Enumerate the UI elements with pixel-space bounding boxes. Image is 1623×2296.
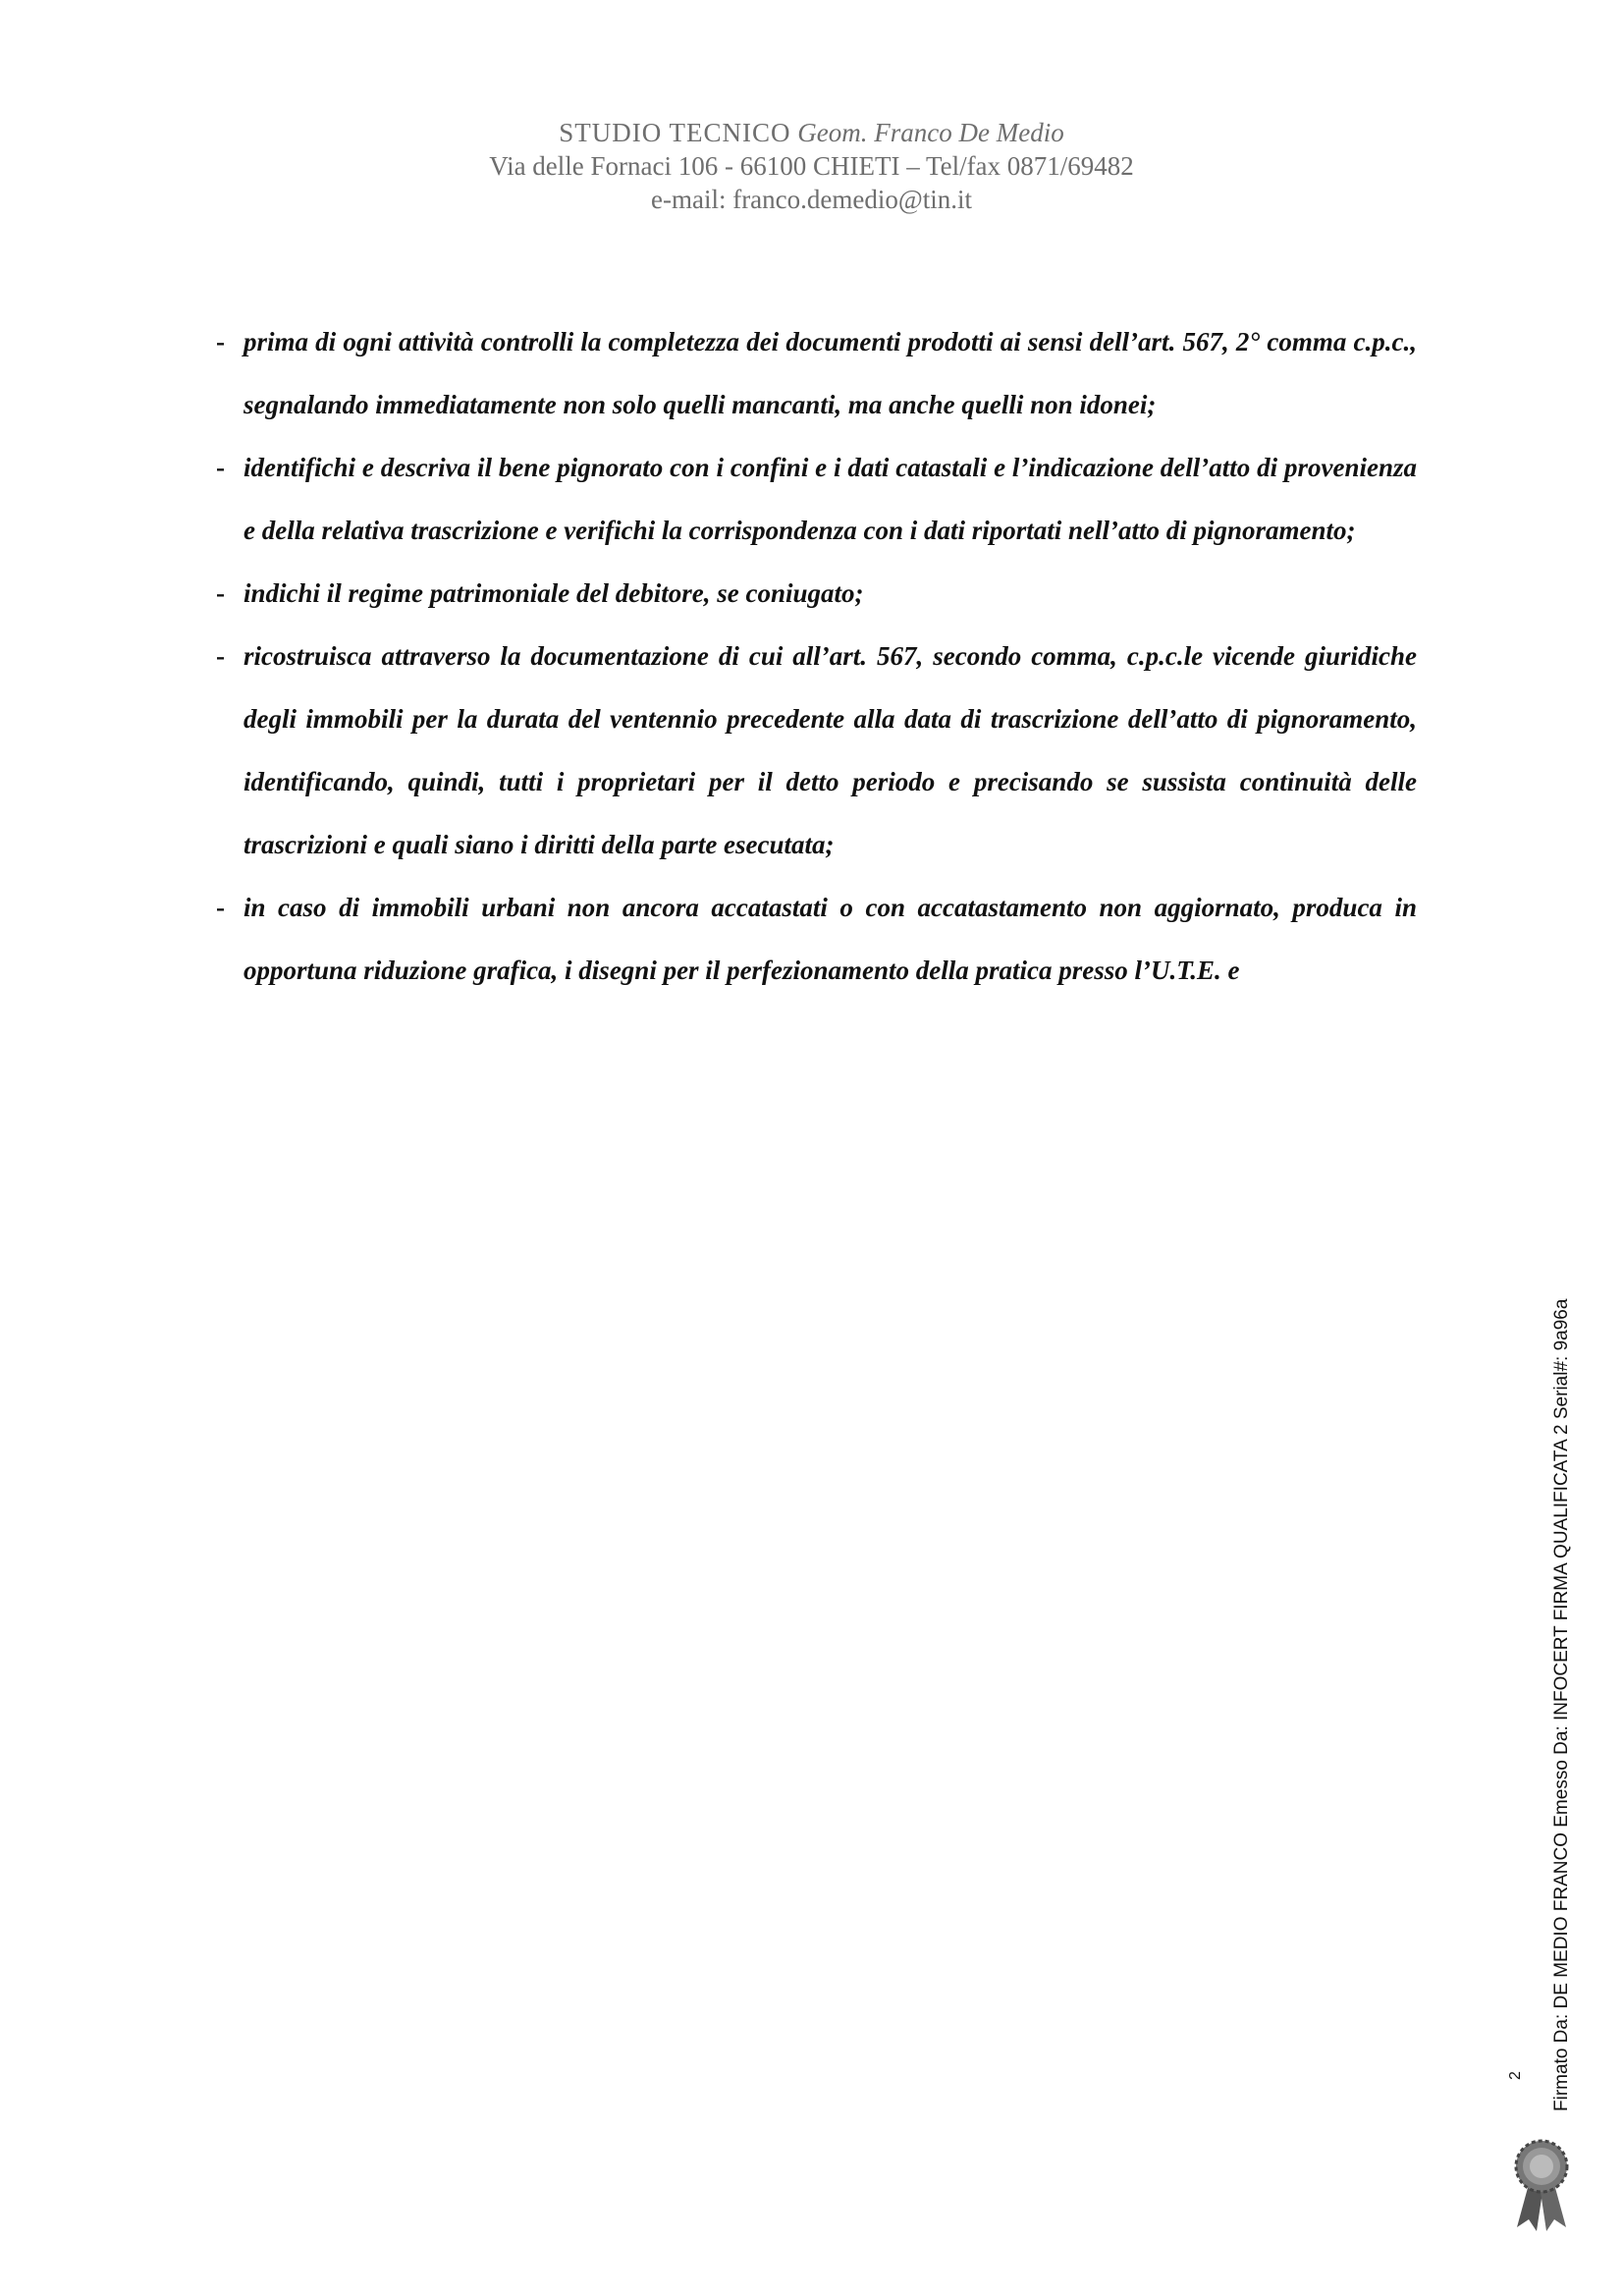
list-item-text: identifichi e descriva il bene pignorato con i confini e i dati catastali e l’indicazione dell’atto di provenienza e della relativa trascrizione e verifichi la corrispondenza con i dati riportati nell’atto di pignoramento; bbox=[243, 453, 1417, 545]
ribbon-seal-icon bbox=[1507, 2137, 1576, 2235]
list-item bbox=[216, 562, 1417, 625]
list-item bbox=[216, 625, 1417, 876]
list-item bbox=[216, 876, 1417, 1002]
list-item bbox=[216, 310, 1417, 436]
letterhead-title bbox=[0, 116, 1623, 149]
studio-email: e-mail: franco.demedio@tin.it bbox=[650, 185, 972, 214]
studio-owner-name: Geom. Franco De Medio bbox=[797, 118, 1064, 147]
list-item-text: ricostruisca attraverso la documentazione di cui all’art. 567, secondo comma, c.p.c.le vicende giuridiche degli immobili per la durata del ventennio precedente alla data di trascrizione dell’atto di pignoramento, identificando, quindi, tutti i proprietari per il detto periodo e precisando se sussista continuità delle trascrizioni e quali siano i diritti della parte esecutata; bbox=[243, 641, 1417, 859]
studio-label: STUDIO TECNICO bbox=[559, 118, 791, 147]
bullet-dash: - bbox=[216, 893, 225, 922]
list-item-text: in caso di immobili urbani non ancora accatastati o con accatastamento non aggiornato, produca in opportuna riduzione grafica, i disegni per il perfezionamento della pratica presso l’U.T.E. e bbox=[243, 893, 1417, 985]
bullet-dash: - bbox=[216, 453, 225, 482]
studio-address: Via delle Fornaci 106 - 66100 CHIETI – Tel/fax 0871/69482 bbox=[489, 151, 1134, 181]
list-item-text: prima di ogni attività controlli la completezza dei documenti prodotti ai sensi dell’art. 567, 2° comma c.p.c., segnalando immediatamente non solo quelli mancanti, ma anche quelli non idonei; bbox=[243, 327, 1417, 419]
bullet-dash: - bbox=[216, 641, 225, 671]
bullet-dash: - bbox=[216, 327, 225, 356]
letterhead bbox=[0, 116, 1623, 216]
instruction-list bbox=[216, 310, 1417, 1002]
list-item bbox=[216, 436, 1417, 562]
list-item-text: indichi il regime patrimoniale del debitore, se coniugato; bbox=[243, 578, 864, 608]
page-number: 2 bbox=[1507, 2071, 1524, 2080]
digital-signature-note: Firmato Da: DE MEDIO FRANCO Emesso Da: INFOCERT FIRMA QUALIFICATA 2 Serial#: 9a96a bbox=[1551, 1298, 1572, 2111]
bullet-dash: - bbox=[216, 578, 225, 608]
